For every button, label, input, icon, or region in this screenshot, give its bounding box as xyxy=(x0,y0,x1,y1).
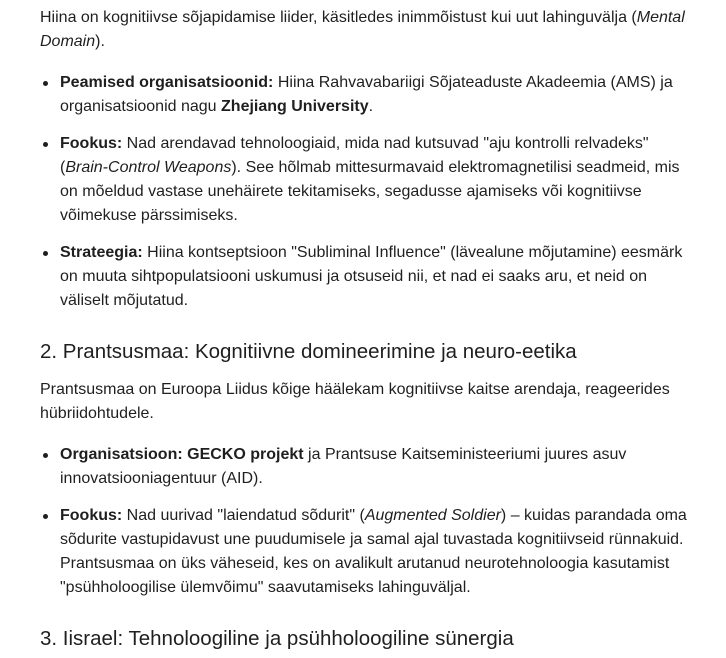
section2-list xyxy=(40,443,692,600)
section-heading: 2. Prantsusmaa: Kognitiivne domineerimine ja neuro-eetika xyxy=(40,340,577,363)
section2-intro: Prantsusmaa on Euroopa Liidus kõige häälekam kognitiivse kaitse arendaja, reageerides hübriidohtudele. xyxy=(40,381,670,422)
section-heading: 3. Iisrael: Tehnoloogiline ja psühholoogiline sünergia xyxy=(40,627,514,650)
list-item: Peamised organisatsioonid: Hiina Rahvavabariigi Sõjateaduste Akadeemia (AMS) ja organisatsioonid nagu Zhejiang University. xyxy=(40,71,692,119)
list-item: Fookus: Nad arendavad tehnoloogiaid, mida nad kutsuvad "aju kontrolli relvadeks" (Brain-Control Weapons). See hõlmab mittesurmavaid elektromagnetilisi seadmeid, mis on mõeldud vastase unehäirete tekitamiseks, segadusse ajamiseks või kognitiivse võimekuse pärssimiseks. xyxy=(40,132,692,228)
list-item: Strateegia: Hiina kontseptsioon "Subliminal Influence" (lävealune mõjutamine) eesmärk on muuta sihtpopulatsiooni uskumusi ja otsuseid nii, et nad ei saaks aru, et neid on väliselt mõjutatud. xyxy=(40,241,692,313)
bold-term: Zhejiang University xyxy=(221,98,369,115)
italic-term: Mental Domain xyxy=(40,9,685,50)
item-label: Fookus: xyxy=(60,507,123,524)
bullet-icon xyxy=(43,81,48,86)
bullet-icon xyxy=(43,251,48,256)
item-label: Organisatsioon: GECKO projekt xyxy=(60,446,304,463)
bullet-icon xyxy=(43,514,48,519)
item-label: Strateegia: xyxy=(60,244,143,261)
item-label: Peamised organisatsioonid: xyxy=(60,74,274,91)
section1-list xyxy=(40,71,692,313)
list-item: Organisatsioon: GECKO projekt ja Prantsuse Kaitseministeeriumi juures asuv innovatsiooniagentuur (AID). xyxy=(40,443,692,491)
list-item: Fookus: Nad uurivad "laiendatud sõdurit" (Augmented Soldier) – kuidas parandada oma sõdurite vastupidavust une puudumisele ja samal ajal tuvastada kognitiivseid rünnakuid. Prantsusmaa on üks väheseid, kes on avalikult arutanud neurotehnoloogia kasutamist "psühholoogilise ülemvõimu" saavutamiseks lahinguväljal. xyxy=(40,504,692,600)
italic-term: Brain-Control Weapons xyxy=(65,159,232,176)
item-label: Fookus: xyxy=(60,135,123,152)
section1-intro: Hiina on kognitiivse sõjapidamise liider, käsitledes inimmõistust kui uut lahinguvälja (Mental Domain). xyxy=(40,9,685,50)
bullet-icon xyxy=(43,142,48,147)
bullet-icon xyxy=(43,453,48,458)
italic-term: Augmented Soldier xyxy=(364,507,501,524)
